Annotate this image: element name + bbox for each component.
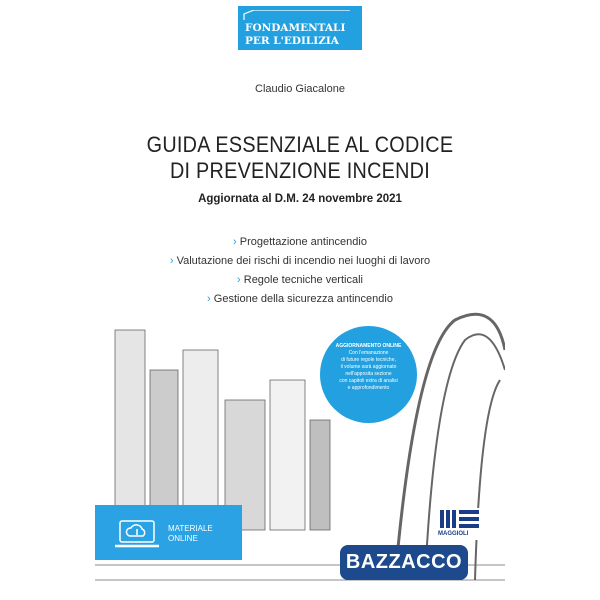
title-line2: DI PREVENZIONE INCENDI: [169, 158, 431, 183]
maggioli-logo-icon: [432, 508, 488, 530]
badge-heading: AGGIORNAMENTO ONLINE: [335, 343, 402, 349]
badge-line: e approfondimento: [347, 385, 390, 391]
topic-item: › Gestione della sicurezza antincendio: [207, 293, 393, 305]
house-roof-icon: [242, 10, 352, 20]
badge-line: di future regole tecniche,: [341, 357, 396, 363]
topic-item: › Progettazione antincendio: [233, 236, 367, 248]
badge-line: il volume sarà aggiornato: [340, 364, 397, 370]
book-title: [116, 132, 485, 184]
topic-item: › Regole tecniche verticali: [237, 274, 363, 286]
online-update-badge: [320, 326, 417, 423]
series-line2: PER L'EDILIZIA: [245, 35, 339, 47]
subtitle: Aggiornata al D.M. 24 novembre 2021: [198, 193, 402, 205]
title-line1: GUIDA ESSENZIALE AL CODICE: [146, 132, 454, 157]
laptop-cloud-download-icon: [115, 519, 159, 549]
online-label-1: MATERIALE: [168, 524, 213, 533]
publisher-logo: [432, 508, 488, 540]
series-label: [238, 6, 362, 50]
author: Claudio Giacalone: [255, 83, 345, 95]
online-material-banner: [95, 505, 242, 560]
publisher-name: MAGGIOLI: [438, 531, 469, 537]
topic-item: › Valutazione dei rischi di incendio nei luoghi di lavoro: [169, 255, 431, 267]
badge-line: Con l'emanazione: [348, 350, 389, 356]
series-line1: FONDAMENTALI: [245, 22, 346, 34]
book-cover: [95, 0, 505, 596]
shop-watermark: BAZZACCO: [340, 545, 468, 580]
badge-line: con capitoli extra di analisi: [339, 378, 398, 384]
badge-line: nell'apposita sezione: [345, 371, 392, 377]
online-label-2: ONLINE: [168, 534, 198, 543]
